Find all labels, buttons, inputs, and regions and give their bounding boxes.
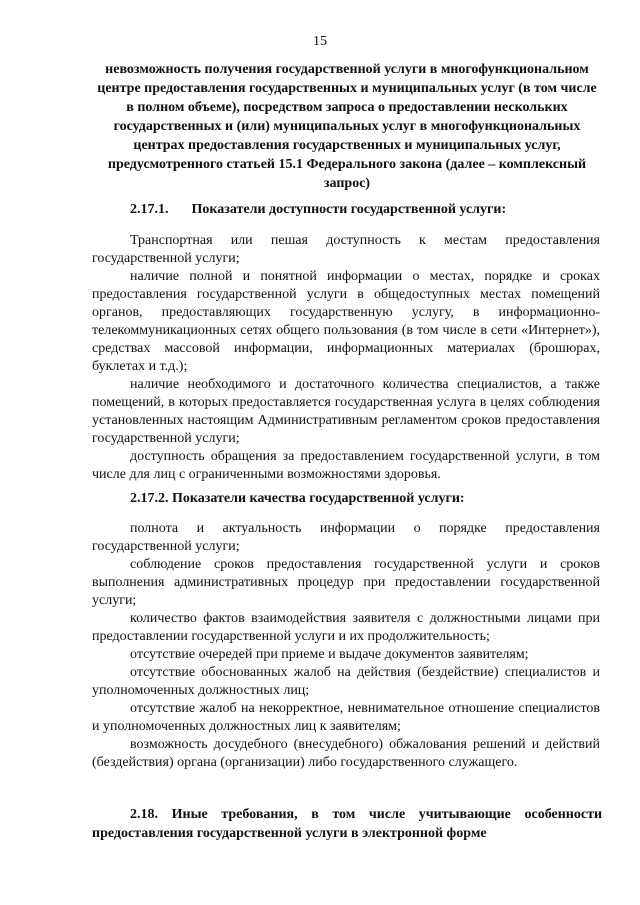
- paragraph: отсутствие жалоб на некорректное, невнимательное отношение специалистов и уполномоченных должностных лиц к заявителям;: [92, 701, 600, 734]
- paragraph: возможность досудебного (внесудебного) обжалования решений и действий (бездействия) органа (организации) либо государственного служащего.: [92, 737, 600, 770]
- paragraph: доступность обращения за предоставлением государственной услуги, в том числе для лиц с ограниченными возможностями здоровья.: [92, 449, 600, 482]
- section-title: Показатели доступности государственной услуги:: [191, 202, 507, 217]
- section-title: Иные требования, в том числе учитывающие особенности предоставления государственной услуги в электронной форме: [92, 807, 603, 841]
- paragraph: наличие полной и понятной информации о местах, порядке и сроках предоставления государственной услуги в общедоступных местах помещений органов, предоставляющих государственную услугу, в информационно-телекоммуникационных сетях общего пользования (в том числе в сети «Интернет»), средствах массовой информации, информационных материалах (брошюрах, буклетах и т.д.);: [92, 269, 600, 374]
- section-number: 2.17.1.: [130, 202, 169, 217]
- intro-paragraph: невозможность получения государственной услуги в многофункциональном центре предоставления государственных и муниципальных услуг (в том числе в полном объеме), посредством запроса о предоставлении нескольких государственных и (или) муниципальных услуг в многофункциональных центрах предоставления государственных и муниципальных услуг, предусмотренного статьей 15.1 Федерального закона (далее – комплексный запрос): [97, 62, 597, 191]
- paragraph: количество фактов взаимодействия заявителя с должностными лицами при предоставлении государственной услуги и их продолжительность;: [92, 611, 600, 644]
- section-heading-2-17-2: [130, 489, 600, 508]
- paragraph: полнота и актуальность информации о порядке предоставления государственной услуги;: [92, 521, 600, 554]
- page-number: 15: [313, 34, 327, 49]
- paragraph: соблюдение сроков предоставления государственной услуги и сроков выполнения административных процедур при предоставлении государственной услуги;: [92, 557, 600, 608]
- section-heading-2-18: [92, 805, 602, 843]
- section-number: 2.17.2.: [130, 491, 169, 506]
- section-number: 2.18.: [130, 807, 158, 822]
- section-heading-2-17-1: [130, 200, 600, 219]
- section-title: Показатели качества государственной услуги:: [172, 491, 465, 506]
- paragraph: Транспортная или пешая доступность к местам предоставления государственной услуги;: [92, 233, 600, 266]
- paragraph: наличие необходимого и достаточного количества специалистов, а также помещений, в которых предоставляется государственная услуга в целях соблюдения установленных настоящим Административным регламентом сроков предоставления государственной услуги;: [92, 377, 600, 446]
- paragraph: отсутствие обоснованных жалоб на действия (бездействие) специалистов и уполномоченных должностных лиц;: [92, 665, 600, 698]
- section-body-2-17-2: [92, 520, 600, 772]
- section-body-2-17-1: [92, 232, 600, 484]
- paragraph: отсутствие очередей при приеме и выдаче документов заявителям;: [130, 647, 529, 662]
